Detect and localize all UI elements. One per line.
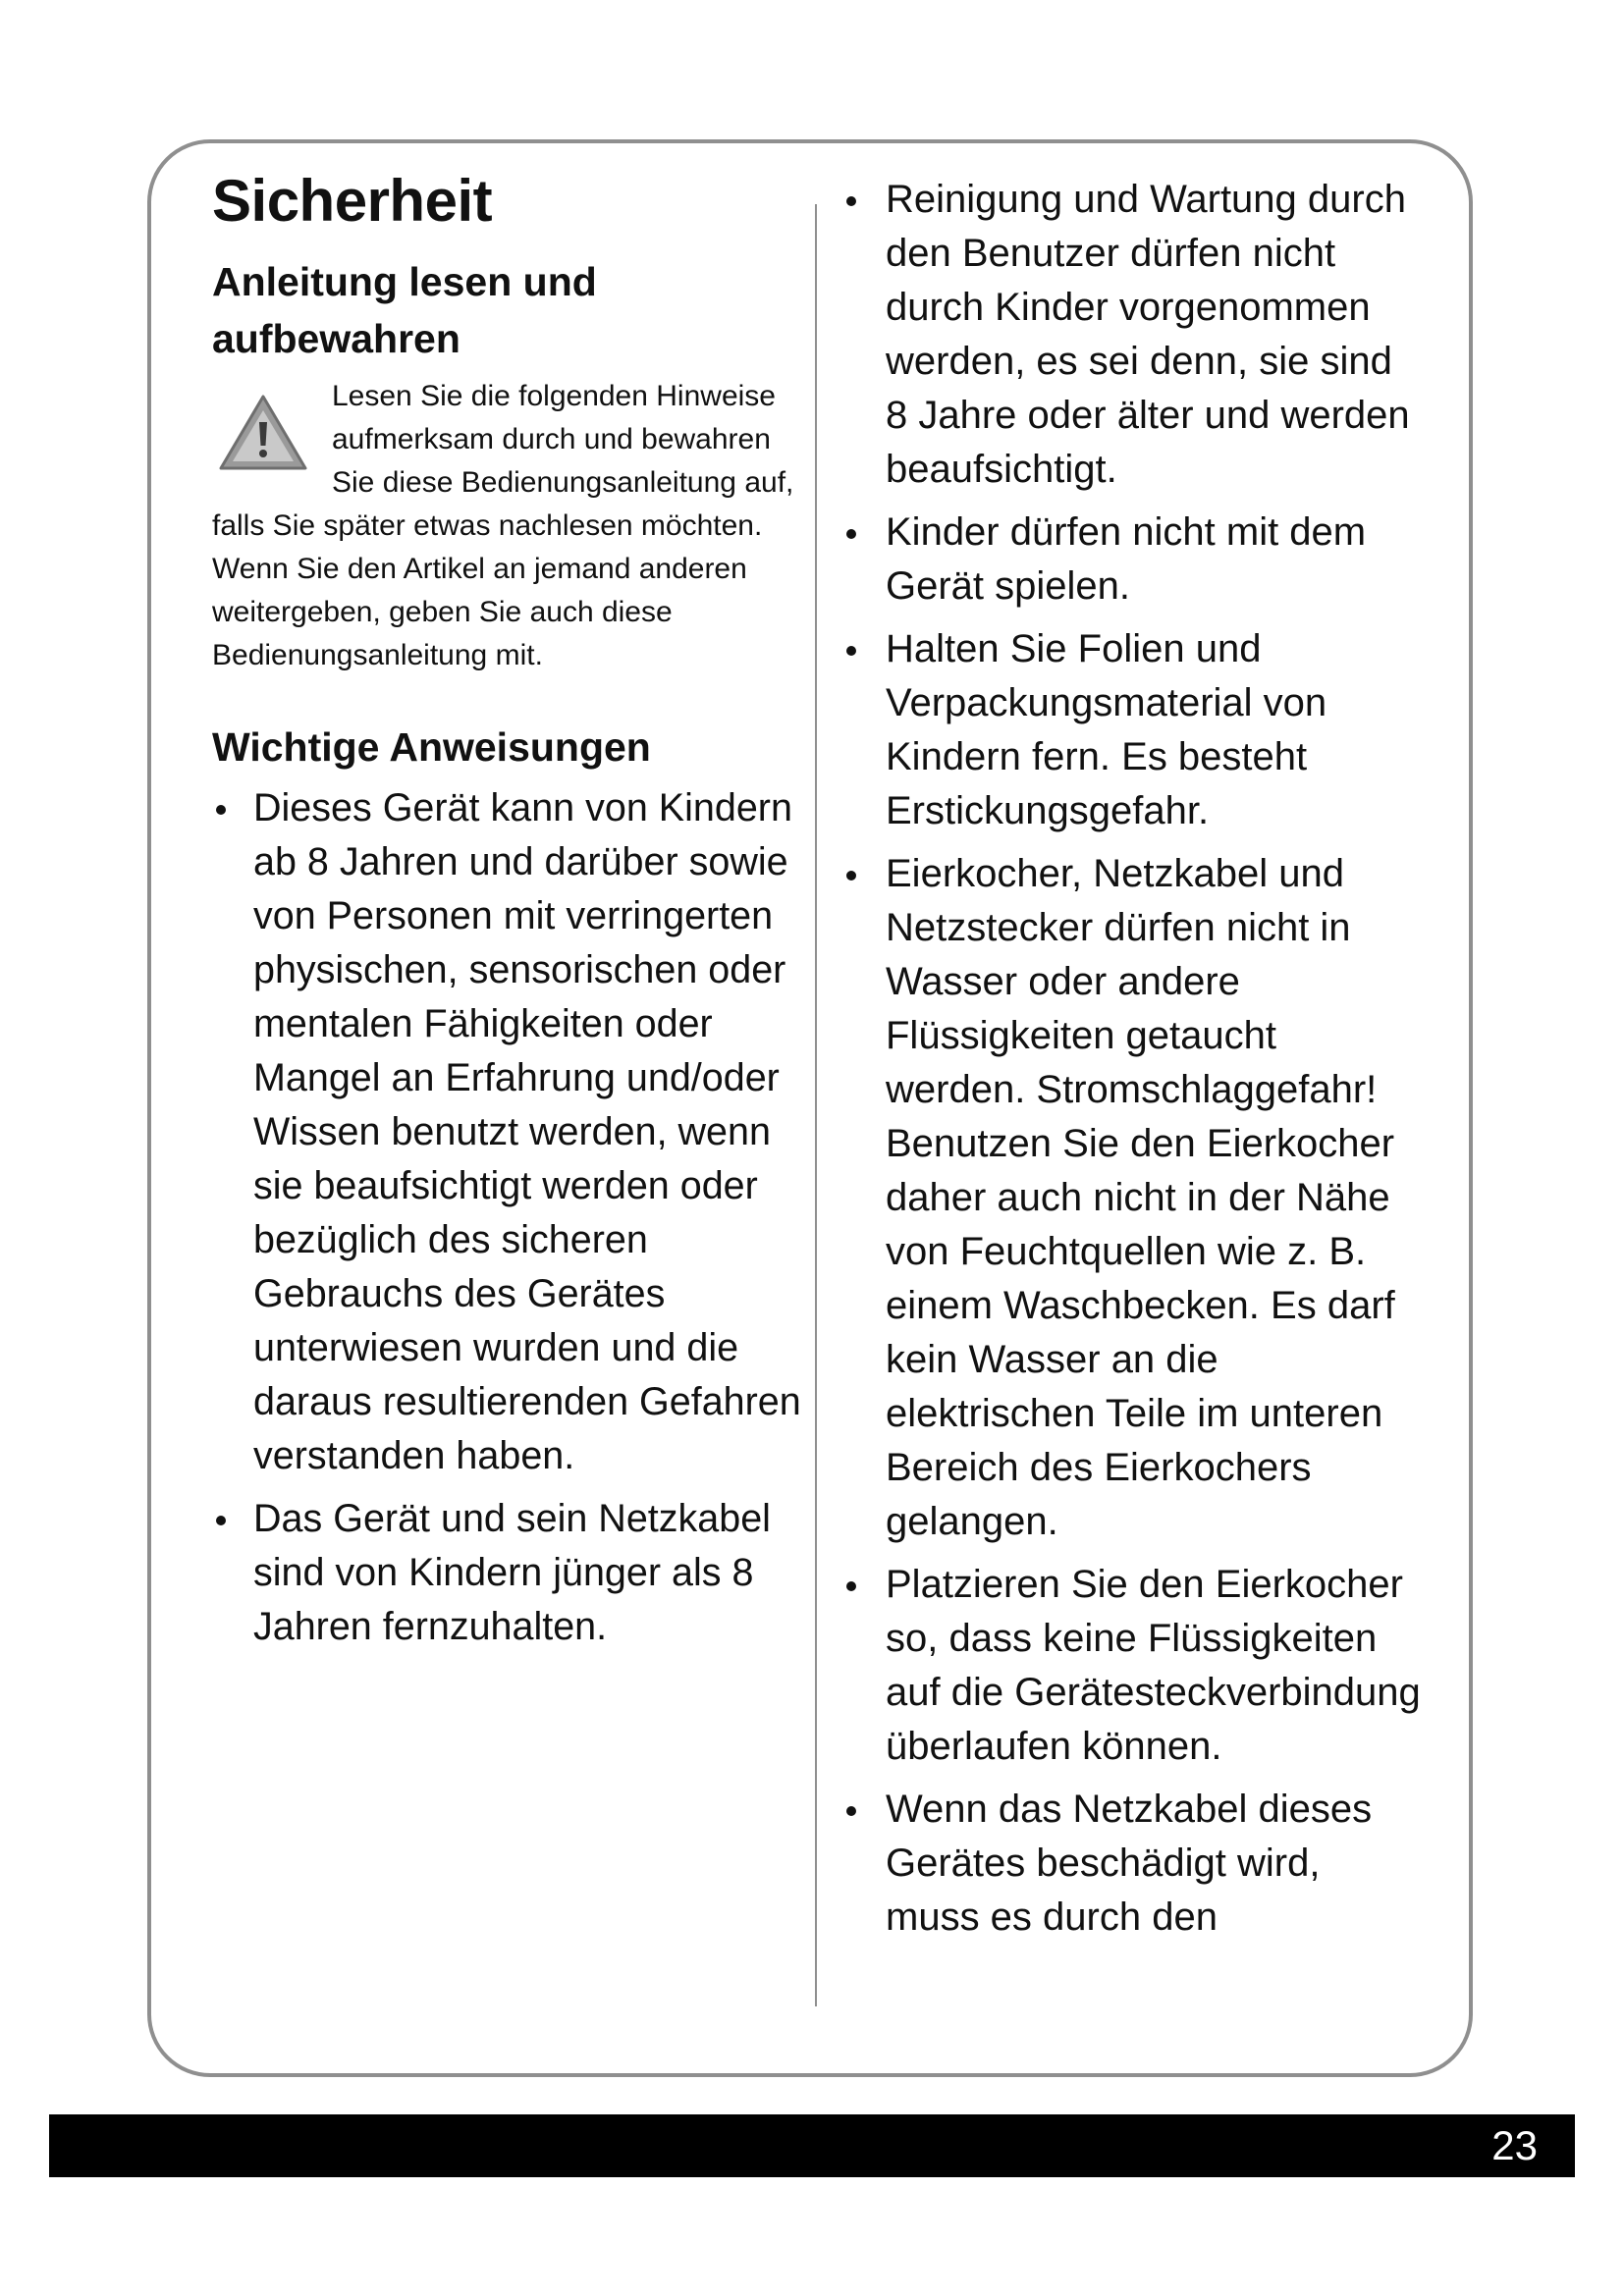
bullet-icon: [846, 529, 856, 539]
list-item: [212, 781, 801, 1483]
page-title: Sicherheit: [212, 168, 493, 234]
list-item: [212, 1492, 801, 1654]
list-item-text: Eierkocher, Netzkabel und Netzstecker dürfen nicht in Wasser oder andere Flüssigkeiten getaucht werden. Stromschlaggefahr! Benutzen Sie den Eierkocher daher auch nicht in der Nähe von Feuchtquellen wie z. B. einem Waschbecken. Es darf kein Wasser an die elektrischen Teile im unteren Bereich des Eierkochers gelangen.: [886, 852, 1395, 1543]
bullet-icon: [846, 1806, 856, 1816]
page-number: 23: [1491, 2122, 1538, 2168]
left-bullet-list: [212, 781, 801, 1654]
section-heading-read-instructions: Anleitung lesen und aufbewahren: [212, 259, 597, 361]
list-item: [842, 847, 1422, 1549]
list-item-text: Wenn das Netzkabel dieses Gerätes beschädigt wird, muss es durch den: [886, 1788, 1373, 1939]
warning-triangle-icon: [216, 391, 310, 473]
bullet-icon: [216, 1516, 226, 1525]
right-column: [842, 173, 1422, 1953]
bullet-icon: [846, 646, 856, 656]
list-item-text: Halten Sie Folien und Verpackungsmaterial von Kindern fern. Es besteht Erstickungsgefahr.: [886, 627, 1327, 832]
intro-text: Lesen Sie die folgenden Hinweise aufmerksam durch und bewahren Sie diese Bedienungsanleitung auf, falls Sie später etwas nachlesen möchten. Wenn Sie den Artikel an jemand anderen weitergeben, geben Sie auch diese Bedienungsanleitung mit.: [212, 380, 794, 671]
list-item: [842, 1783, 1422, 1945]
list-item: [842, 173, 1422, 497]
list-item: [842, 1558, 1422, 1774]
bullet-icon: [846, 1581, 856, 1591]
section-heading-important-instructions: Wichtige Anweisungen: [212, 724, 651, 770]
list-item: [842, 506, 1422, 614]
list-item-text: Reinigung und Wartung durch den Benutzer dürfen nicht durch Kinder vorgenommen werden, es sei denn, sie sind 8 Jahre oder älter und werden beaufsichtigt.: [886, 178, 1410, 491]
column-divider: [815, 204, 817, 2006]
list-item: [842, 622, 1422, 838]
list-item-text: Platzieren Sie den Eierkocher so, dass keine Flüssigkeiten auf die Gerätesteckverbindung überlaufen können.: [886, 1563, 1421, 1768]
list-item-text: Das Gerät und sein Netzkabel sind von Kindern jünger als 8 Jahren fernzuhalten.: [253, 1497, 771, 1648]
right-bullet-list: [842, 173, 1422, 1945]
intro-block: [212, 375, 801, 677]
list-item-text: Kinder dürfen nicht mit dem Gerät spielen.: [886, 510, 1367, 608]
bullet-icon: [216, 805, 226, 815]
bullet-icon: [846, 196, 856, 206]
list-item-text: Dieses Gerät kann von Kindern ab 8 Jahren und darüber sowie von Personen mit verringerten physischen, sensorischen oder mentalen Fähigkeiten oder Mangel an Erfahrung und/oder Wissen benutzt werden, wenn sie beaufsichtigt werden oder bezüglich des sicheren Gebrauchs des Gerätes unterwiesen wurden und die daraus resultierenden Gefahren verstanden haben.: [253, 786, 801, 1477]
bullet-icon: [846, 871, 856, 881]
left-column: [212, 165, 801, 1663]
footer-bar: [49, 2114, 1575, 2177]
